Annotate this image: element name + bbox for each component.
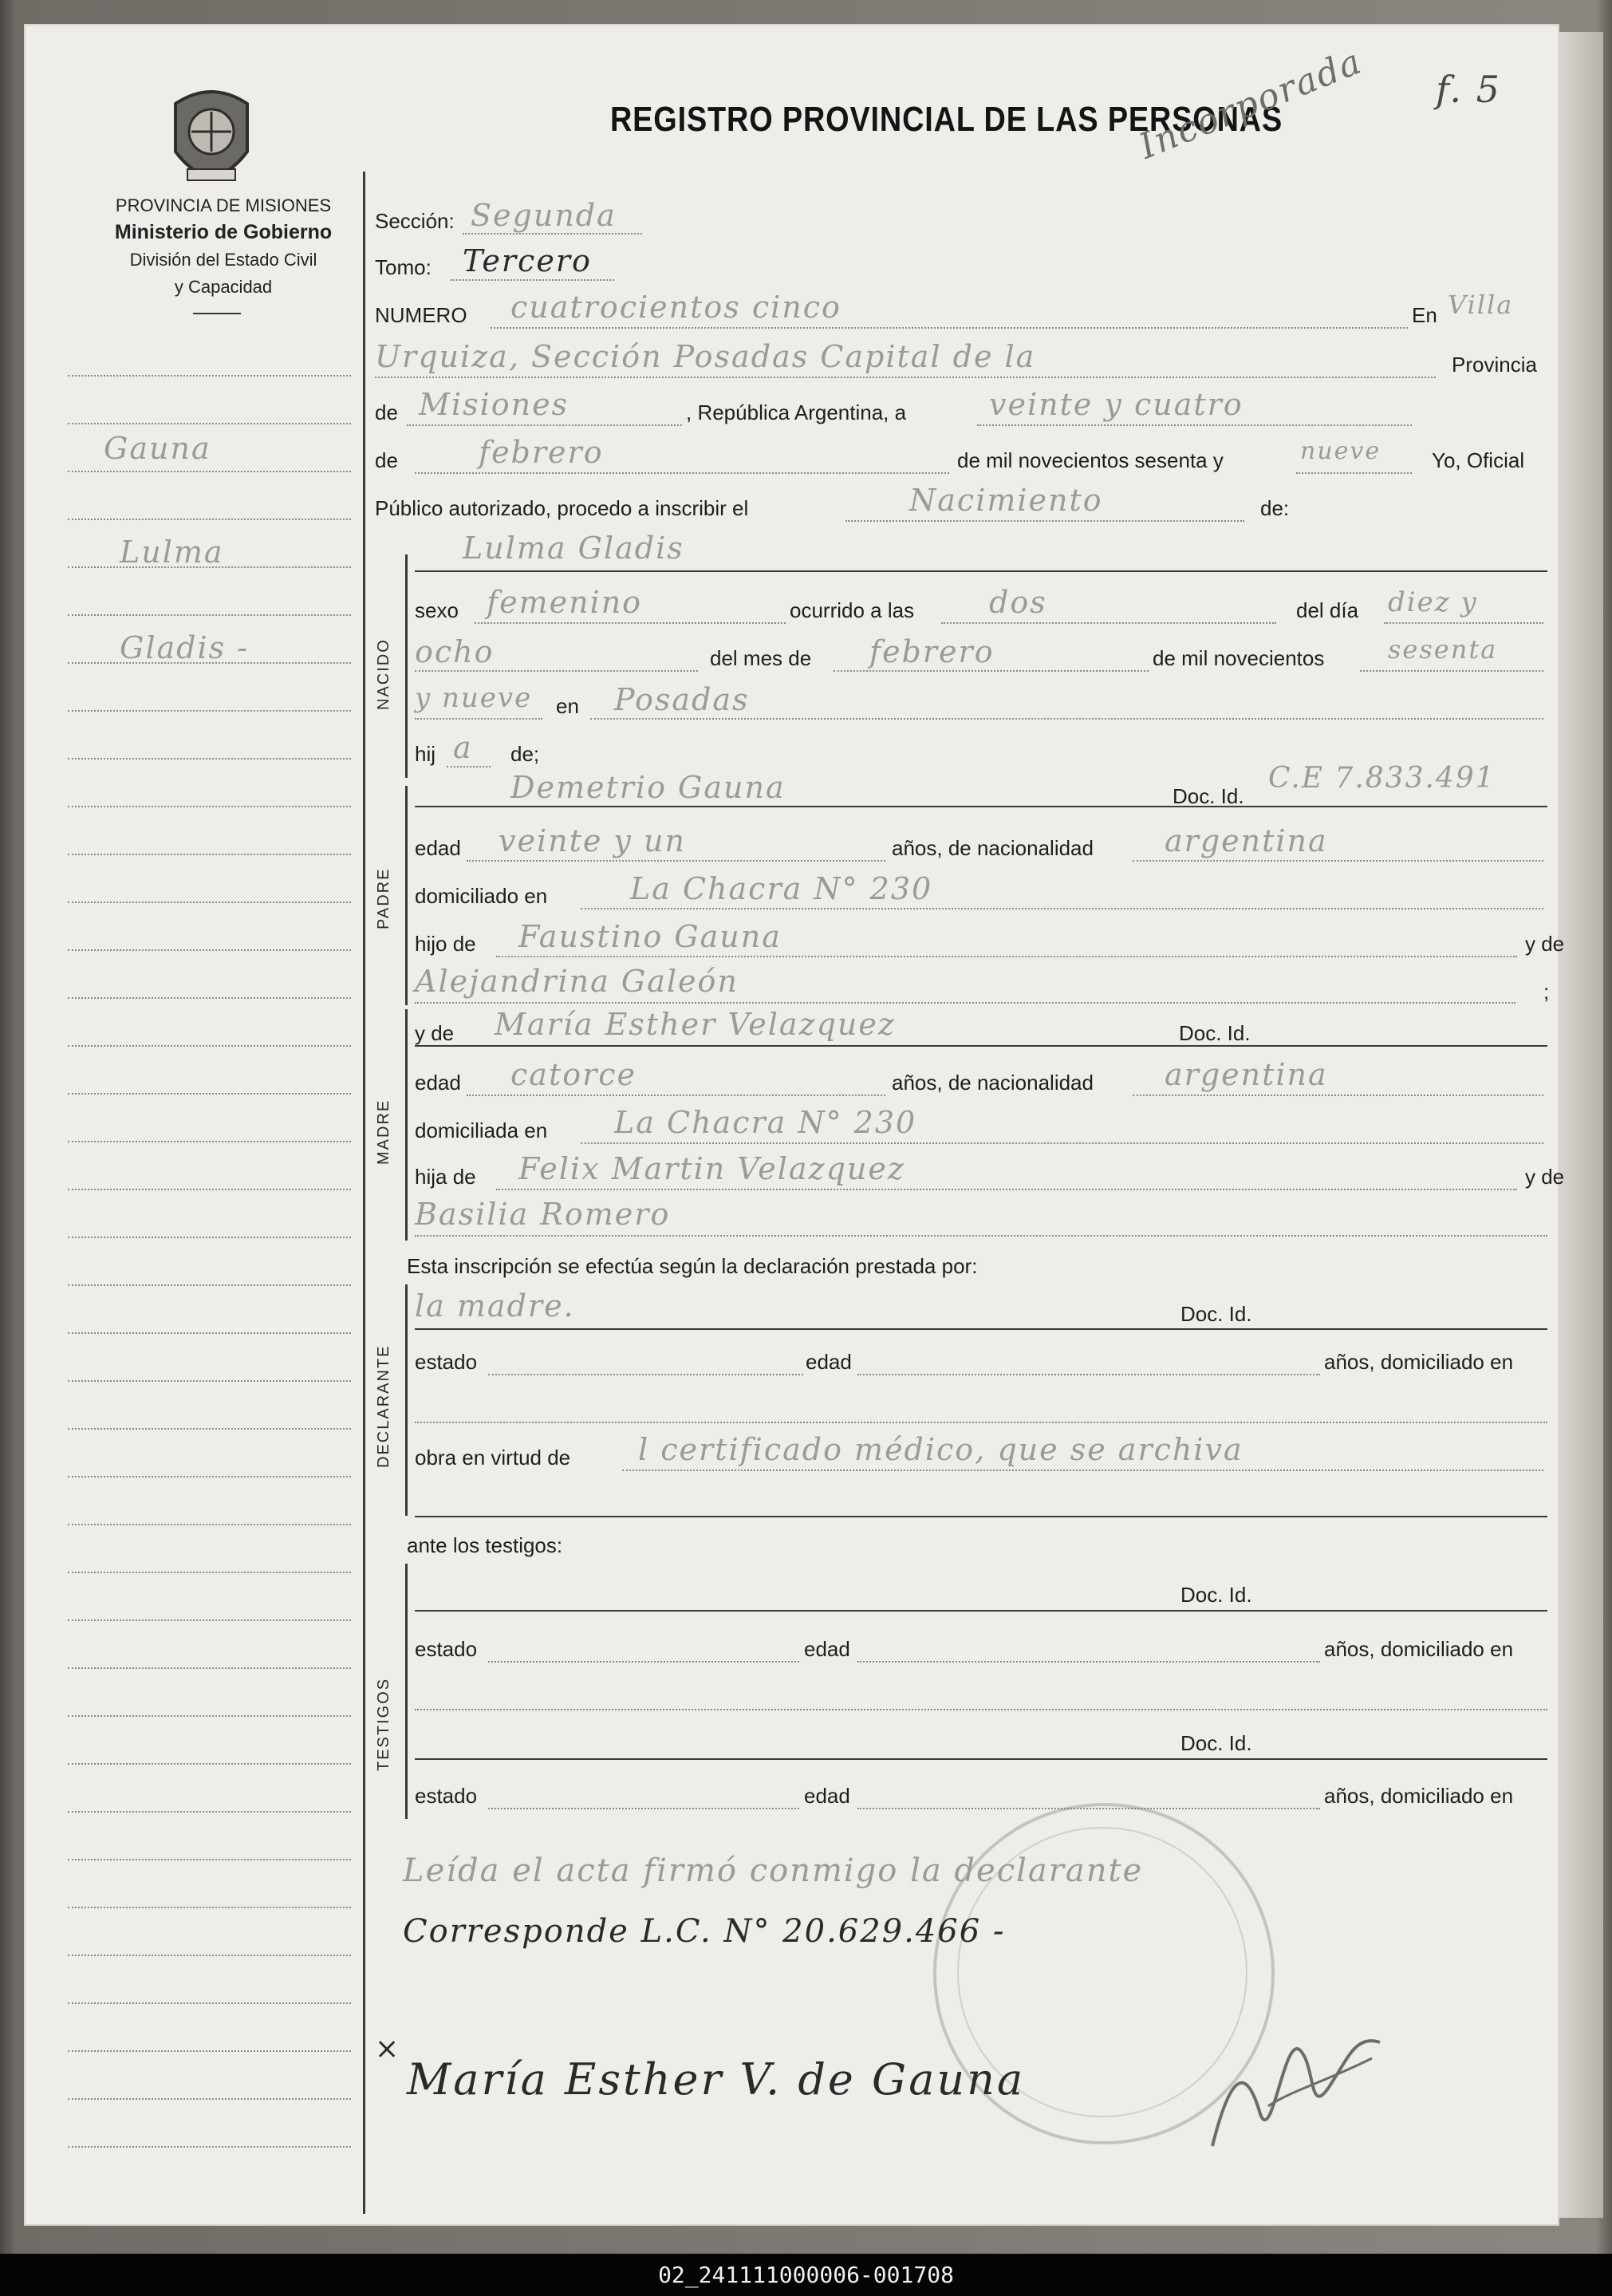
padre-madre-line (415, 1002, 1515, 1004)
en-value: Villa (1448, 290, 1514, 320)
testigo1-doc-label: Doc. Id. (1180, 1583, 1252, 1607)
testigos-rule (405, 1564, 408, 1819)
provincial-seal-icon (160, 80, 263, 199)
madre-section-label: MADRE (375, 1099, 392, 1165)
padre-hijo-value: Faustino Gauna (518, 919, 782, 954)
padre-dom-line (581, 908, 1543, 909)
padre-section-label: PADRE (375, 867, 392, 929)
tomo-value: Tercero (463, 243, 592, 278)
declarante-intro: Esta inscripción se efectúa según la declaración prestada por: (407, 1254, 978, 1278)
de-label: de (375, 400, 398, 424)
declarante-estado-line (488, 1374, 803, 1375)
republica-label: , República Argentina, a (686, 400, 907, 424)
declarante-edad-line (857, 1374, 1320, 1375)
mil-novecientos-label: de mil novecientos (1153, 646, 1325, 670)
de-colon-label: de: (1260, 496, 1290, 520)
de-label-2: de (375, 448, 398, 472)
testigo2-anios-label: años, domiciliado en (1324, 1784, 1514, 1808)
testigos-section-label: TESTIGOS (375, 1677, 392, 1771)
declarante-signature: María Esther V. de Gauna (407, 2054, 1026, 2105)
nacido-dia-value: diez y (1388, 586, 1478, 618)
nacido-anio-value: sesenta (1388, 634, 1498, 665)
padre-doc-label: Doc. Id. (1173, 784, 1244, 808)
declarante-obra-label: obra en virtud de (415, 1446, 571, 1470)
madre-hija-label: hija de (415, 1165, 476, 1189)
tomo-line (451, 279, 614, 281)
margin-rule (363, 172, 365, 2214)
madre-yde2-label: y de (1525, 1165, 1565, 1189)
sexo-label: sexo (415, 598, 459, 622)
padre-nac-value: argentina (1165, 823, 1328, 858)
padre-hijo-line (496, 956, 1517, 957)
madre-edad-label: edad (415, 1071, 461, 1095)
dia-line (977, 424, 1412, 426)
declarante-obra-line (622, 1470, 1543, 1471)
nacido-mes-line (834, 670, 1149, 672)
padre-nombre: Demetrio Gauna (510, 770, 786, 805)
testigo1-edad-label: edad (804, 1637, 850, 1661)
provincia-label-form: Provincia (1452, 353, 1537, 377)
declarante-dom-line (415, 1422, 1547, 1423)
declarante-section-label: DECLARANTE (375, 1344, 392, 1468)
anio2-line (415, 718, 542, 720)
division-label-2: y Capacidad (174, 277, 273, 297)
padre-yde-label: y de (1525, 932, 1565, 956)
declarante-rule (405, 1284, 408, 1516)
del-dia-label: del día (1296, 598, 1359, 622)
declarante-anios-label: años, domiciliado en (1324, 1350, 1514, 1374)
anio-value: nueve (1300, 437, 1381, 465)
testigo2-estado-label: estado (415, 1784, 478, 1808)
acto-value: Nacimiento (909, 483, 1103, 518)
testigo1-dom-line (415, 1709, 1547, 1710)
lugar-line (375, 377, 1436, 378)
hij-label: hij (415, 742, 436, 766)
divider (193, 313, 241, 314)
dia-value: veinte y cuatro (989, 387, 1243, 422)
nacido-section-label: NACIDO (375, 638, 392, 710)
seccion-value: Segunda (471, 198, 617, 233)
closing-line-2: Corresponde L.C. N° 20.629.466 - (403, 1913, 1006, 1950)
padre-edad-value: veinte y un (499, 823, 686, 858)
ocurrido-label: ocurrido a las (790, 598, 915, 622)
lugar-value: Urquiza, Sección Posadas Capital de la (375, 339, 1036, 374)
official-signature-icon (1196, 1986, 1404, 2162)
del-mes-label: del mes de (710, 646, 812, 670)
declarante-nombre: la madre. (415, 1288, 575, 1324)
padre-dom-label: domiciliado en (415, 884, 548, 908)
padre-dom-value: La Chacra N° 230 (630, 871, 933, 906)
padre-rule (405, 786, 408, 1005)
madre-yde-label: y de (415, 1021, 455, 1045)
lugar-nacido-line (590, 718, 1543, 720)
declarante-estado-label: estado (415, 1350, 478, 1374)
seccion-line (463, 233, 642, 235)
nacido-mes-value: febrero (869, 634, 995, 669)
testigo1-edad-line (857, 1661, 1320, 1663)
testigo2-doc-label: Doc. Id. (1180, 1731, 1252, 1755)
numero-value: cuatrocientos cinco (510, 290, 841, 325)
testigos-intro: ante los testigos: (407, 1533, 563, 1557)
madre-doc-label: Doc. Id. (1179, 1021, 1251, 1045)
de-semicolon-label: de; (510, 742, 540, 766)
testigo1-nombre-line (415, 1610, 1547, 1612)
madre-dom-label: domiciliada en (415, 1118, 548, 1142)
hij-line (447, 766, 491, 767)
testigo1-estado-line (488, 1661, 799, 1663)
anio-line (1296, 472, 1412, 474)
madre-nac-line (1133, 1095, 1543, 1096)
margin-name-2: Gladis - (120, 630, 250, 665)
hij-value: a (453, 730, 473, 765)
madre-edad-value: catorce (510, 1057, 637, 1092)
madre-edad-line (467, 1095, 885, 1096)
declarante-obra-value: l certificado médico, que se archiva (638, 1432, 1243, 1467)
yo-oficial-label: Yo, Oficial (1432, 448, 1525, 472)
padre-edad-label: edad (415, 836, 461, 860)
dia2-line (415, 670, 698, 672)
provincia-value: Misiones (419, 387, 570, 422)
nacido-nombre-line (415, 570, 1547, 572)
madre-nac-value: argentina (1165, 1057, 1328, 1092)
division-label: División del Estado Civil (129, 250, 317, 270)
madre-rule (405, 1009, 408, 1241)
declarante-nombre-line (415, 1328, 1547, 1330)
sexo-value: femenino (487, 585, 643, 620)
madre-hija-line (496, 1189, 1517, 1190)
en-label: En (1412, 303, 1437, 327)
page-edge (1559, 32, 1603, 2218)
testigo2-edad-label: edad (804, 1784, 850, 1808)
hora-value: dos (989, 585, 1047, 620)
madre-hija-value: Felix Martin Velazquez (518, 1151, 905, 1186)
testigo2-nombre-line (415, 1758, 1547, 1760)
numero-label: NUMERO (375, 303, 467, 327)
closing-line-1: Leída el acta firmó conmigo la declarante (403, 1852, 1144, 1889)
madre-abuela-line (415, 1235, 1547, 1237)
provincia-line (407, 424, 682, 426)
seccion-label: Sección: (375, 209, 455, 233)
dia-line-nacido (1384, 622, 1543, 624)
madre-dom-line (581, 1142, 1543, 1144)
margin-surname: Gauna (104, 431, 211, 466)
declarante-doc-label: Doc. Id. (1180, 1302, 1252, 1326)
testigo1-estado-label: estado (415, 1637, 478, 1661)
padre-edad-line (467, 860, 885, 862)
cross-mark: × (375, 2033, 401, 2065)
padre-nombre-line (415, 806, 1547, 807)
nacido-anio-value-2: y nueve (415, 682, 533, 714)
mil-label: de mil novecientos sesenta y (957, 448, 1224, 472)
hora-line (941, 622, 1276, 624)
padre-madre-value: Alejandrina Galeón (415, 964, 739, 999)
nacido-rule (405, 554, 408, 778)
semicolon: ; (1543, 980, 1550, 1004)
padre-hijo-label: hijo de (415, 932, 476, 956)
publico-label: Público autorizado, procedo a inscribir el (375, 496, 749, 520)
ministerio-label: Ministerio de Gobierno (114, 221, 333, 243)
acto-line (845, 520, 1244, 522)
numero-line (491, 327, 1408, 329)
folio-number: f. 5 (1436, 68, 1501, 111)
en-label-nacido: en (556, 694, 579, 718)
madre-abuela-value: Basilia Romero (415, 1197, 671, 1232)
nacido-anio-line (1360, 670, 1543, 672)
madre-dom-value: La Chacra N° 230 (614, 1105, 917, 1140)
nacido-nombre: Lulma Gladis (463, 531, 684, 566)
nacido-dia-value-2: ocho (415, 634, 495, 669)
page-title: REGISTRO PROVINCIAL DE LAS PERSONAS (610, 100, 1283, 139)
declarante-bottom-line (415, 1516, 1547, 1517)
mes-value: febrero (479, 435, 604, 470)
declarante-edad-label: edad (806, 1350, 852, 1374)
file-identifier: 02_241111000006-001708 (0, 2254, 1612, 2296)
testigo1-anios-label: años, domiciliado en (1324, 1637, 1514, 1661)
provincia-label: PROVINCIA DE MISIONES (115, 195, 332, 215)
madre-nombre-line (415, 1045, 1547, 1047)
nacido-lugar-value: Posadas (614, 682, 750, 717)
tomo-label: Tomo: (375, 255, 432, 279)
padre-nac-line (1133, 860, 1543, 862)
margin-name-1: Lulma (120, 535, 224, 570)
madre-nombre: María Esther Velazquez (495, 1007, 896, 1042)
sexo-line (475, 622, 786, 624)
testigo2-estado-line (488, 1808, 799, 1809)
incorporada-annotation: Incorporada (1133, 41, 1368, 168)
mes-line (415, 472, 949, 474)
madre-nac-label: años, de nacionalidad (892, 1071, 1094, 1095)
padre-nac-label: años, de nacionalidad (892, 836, 1094, 860)
padre-doc-value: C.E 7.833.491 (1268, 762, 1496, 795)
